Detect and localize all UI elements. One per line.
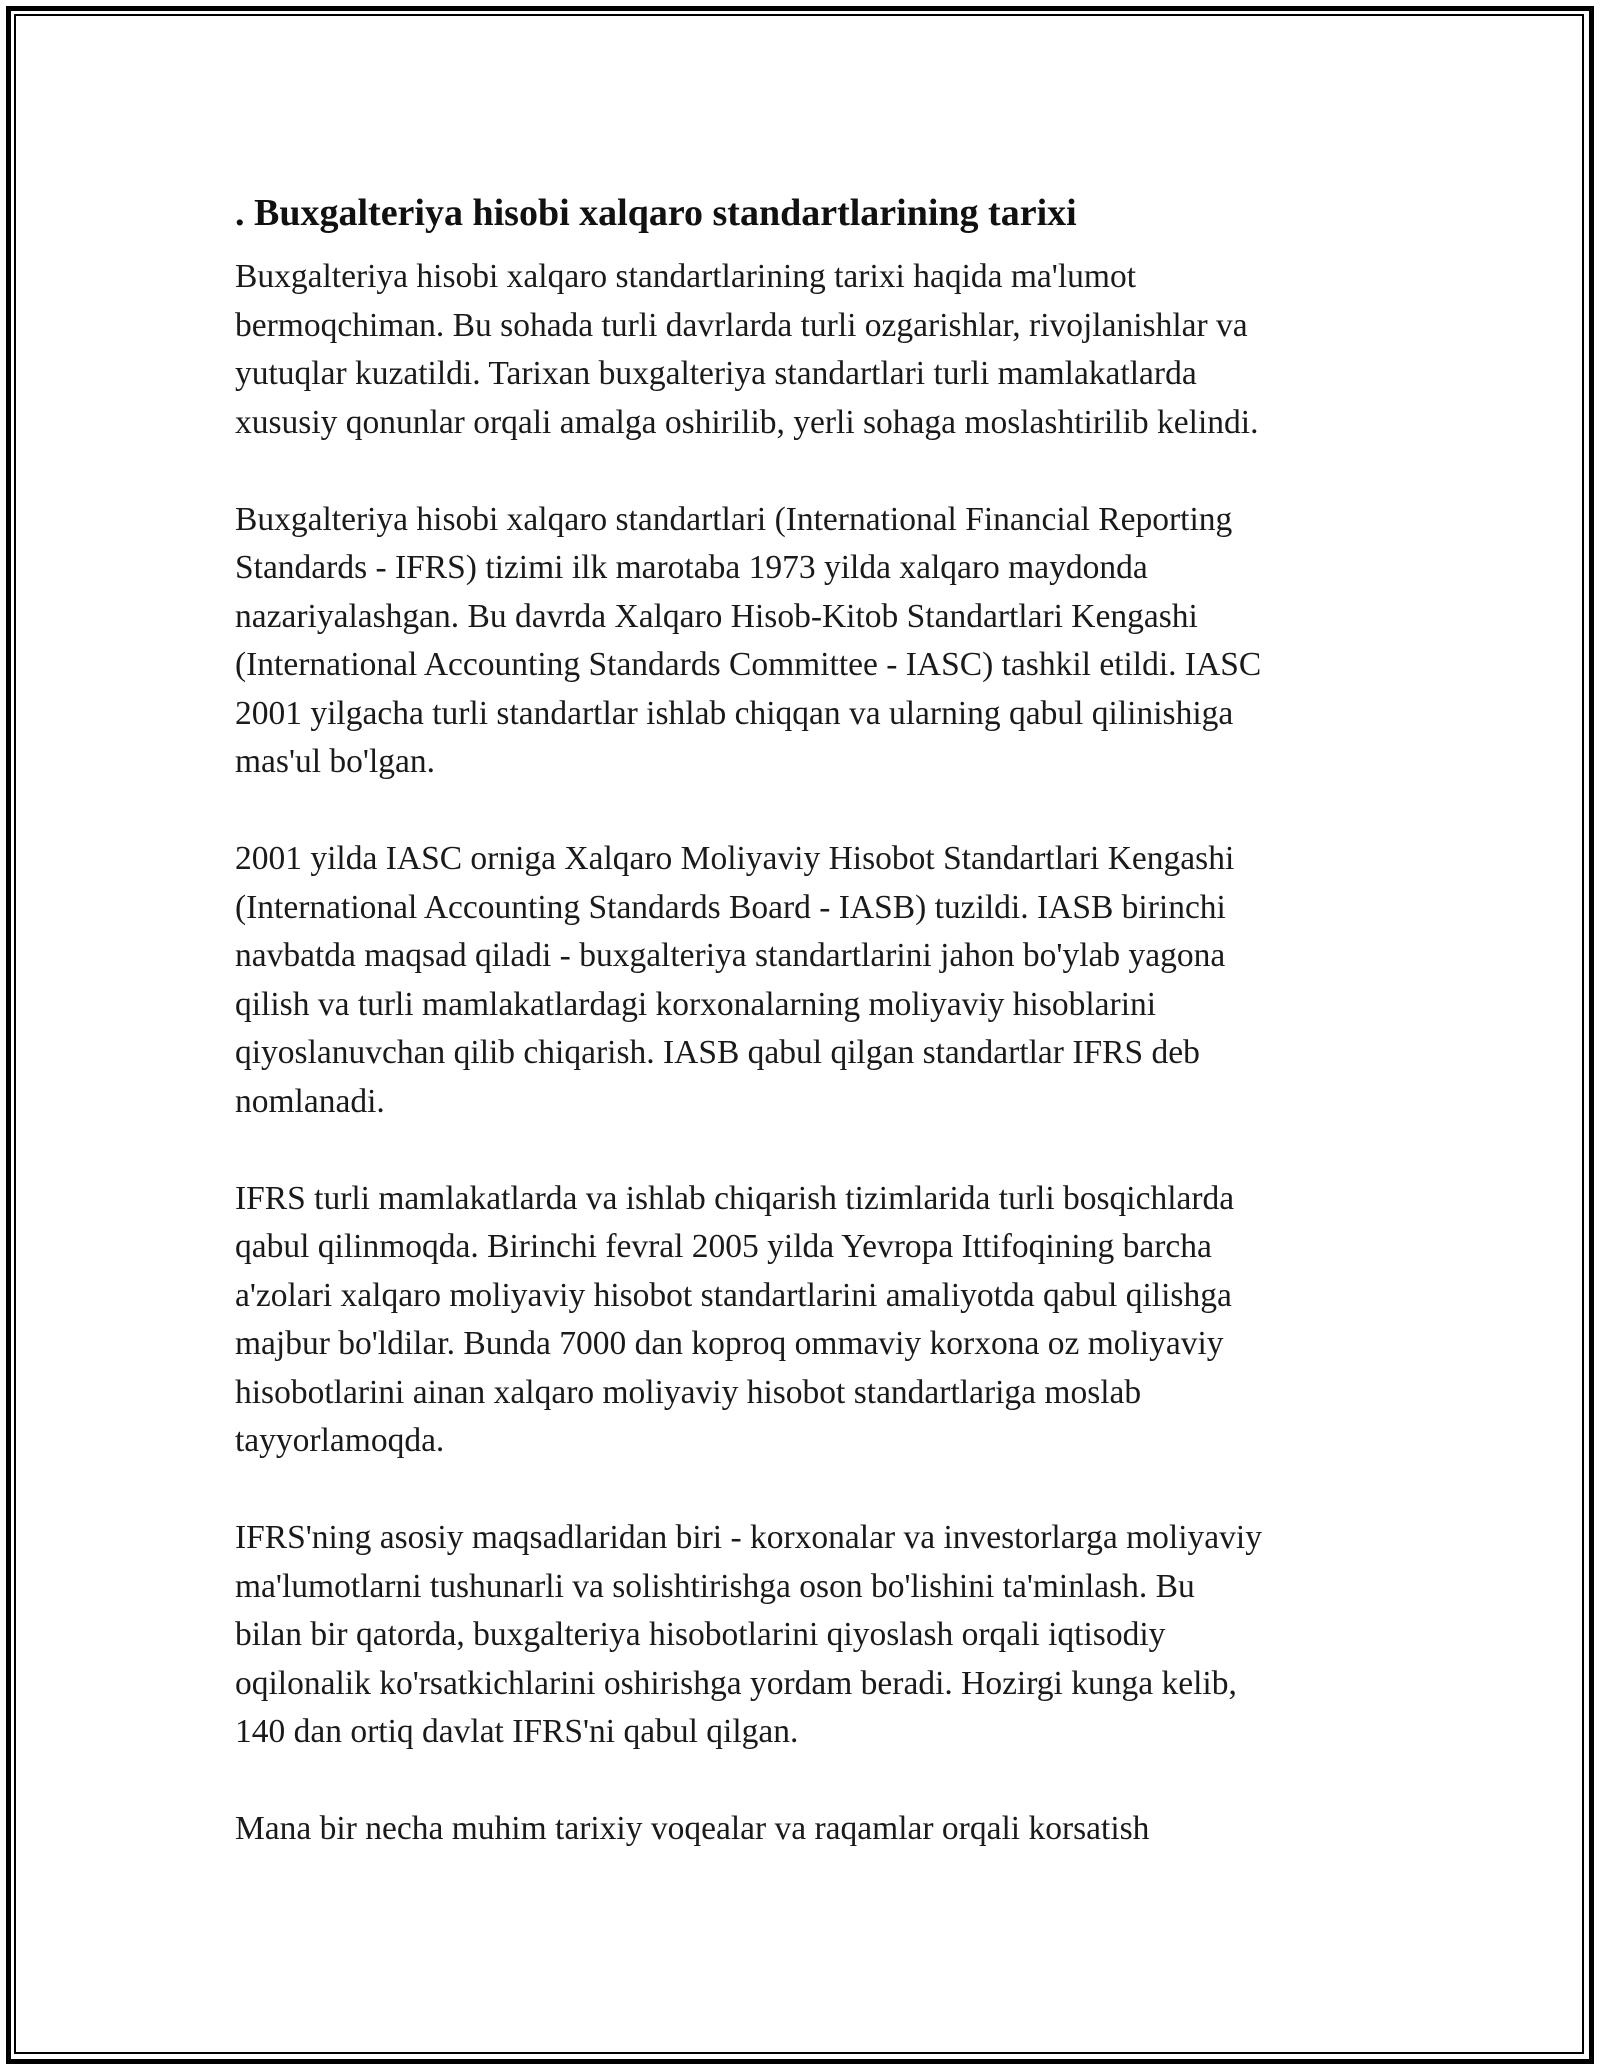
paragraph-ifrs-adoption: IFRS turli mamlakatlarda va ishlab chiqarish tizimlarida turli bosqichlarda qabul qilinmoqda. Birinchi fevral 2005 yilda Yevropa Ittifoqining barcha a'zolari xalqaro moliyaviy hisobot standartlarini amaliyotda qabul qilishga majbur bo'ldilar. Bunda 7000 dan koproq ommaviy korxona oz moliyaviy hisobotlarini ainan xalqaro moliyaviy hisobot standartlariga moslab tayyorlamoqda. [235, 1179, 1235, 1459]
document-title: . Buxgalteriya hisobi xalqaro standartlarining tarixi [235, 192, 1077, 234]
paragraph-ifrs-goals: IFRS'ning asosiy maqsadlaridan biri - korxonalar va investorlarga moliyaviy ma'lumotlarni tushunarli va solishtirishga oson bo'lishini ta'minlash. Bu bilan bir qatorda, buxgalteriya hisobotlarini qiyoslash orqali iqtisodiy oqilonalik ko'rsatkichlarini oshirishga yordam beradi. Hozirgi kunga kelib, 140 dan ortiq davlat IFRS'ni qabul qilgan. [235, 1519, 1262, 1750]
paragraph-iasc-history: Buxgalteriya hisobi xalqaro standartlari (International Financial Reporting Standards - IFRS) tizimi ilk marotaba 1973 yilda xalqaro maydonda nazariyalashgan. Bu davrda Xalqaro Hisob-Kitob Standartlari Kengashi (International Accounting Standards Committee - IASC) tashkil etildi. IASC 2001 yilgacha turli standartlar ishlab chiqqan va ularning qabul qilinishiga mas'ul bo'lgan. [235, 500, 1262, 780]
paragraph-intro: Buxgalteriya hisobi xalqaro standartlarining tarixi haqida ma'lumot bermoqchiman. Bu sohada turli davrlarda turli ozgarishlar, rivojlanishlar va yutuqlar kuzatildi. Tarixan buxgalteriya standartlari turli mamlakatlarda xususiy qonunlar orqali amalga oshirilib, yerli sohaga moslashtirilib kelindi. [235, 258, 1259, 441]
paragraph-closing: Mana bir necha muhim tarixiy voqealar va raqamlar orqali korsatish [235, 1810, 1150, 1847]
paragraph-iasb-formation: 2001 yilda IASC orniga Xalqaro Moliyaviy Hisobot Standartlari Kengashi (International Accounting Standards Board - IASB) tuzildi. IASB birinchi navbatda maqsad qiladi - buxgalteriya standartlarini jahon bo'ylab yagona qilish va turli mamlakatlardagi korxonalarning moliyaviy hisoblarini qiyoslanuvchan qilib chiqarish. IASB qabul qilgan standartlar IFRS deb nomlanadi. [235, 840, 1235, 1120]
document-body [235, 183, 1385, 1902]
